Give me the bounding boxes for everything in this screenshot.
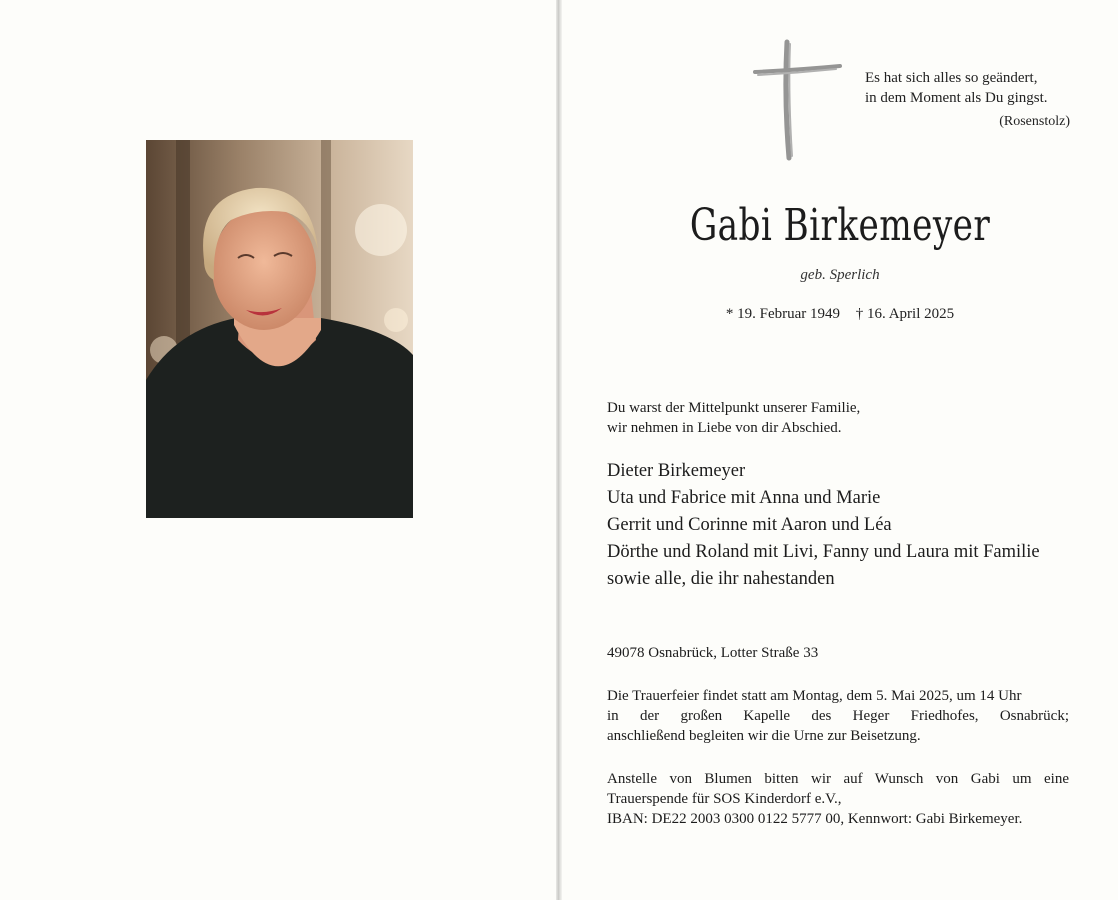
address: 49078 Osnabrück, Lotter Straße 33 [607, 645, 819, 661]
ceremony-line: in der großen Kapelle des Heger Friedhofes, Osnabrück; [607, 708, 1069, 724]
mourner-line: sowie alle, die ihr nahestanden [607, 569, 835, 589]
left-page [0, 0, 557, 900]
cross-icon [752, 38, 844, 164]
deceased-name: Gabi Birkemeyer [689, 200, 991, 251]
donation-line: IBAN: DE22 2003 0300 0122 5777 00, Kennwort: Gabi Birkemeyer. [607, 811, 1023, 827]
donation-line: Anstelle von Blumen bitten wir auf Wunsch von Gabi um eine [607, 771, 1069, 787]
quote-line: in dem Moment als Du gingst. [865, 90, 1048, 106]
right-page [562, 0, 1118, 900]
death-date: † 16. April 2025 [855, 306, 955, 322]
life-dates [562, 306, 1118, 323]
quote [865, 68, 1070, 108]
farewell-text [607, 398, 1077, 438]
ceremony-line: Die Trauerfeier findet statt am Montag, dem 5. Mai 2025, um 14 Uhr [607, 688, 1022, 704]
farewell-line: wir nehmen in Liebe von dir Abschied. [607, 420, 842, 436]
birth-name: geb. Sperlich [800, 267, 880, 283]
farewell-line: Du warst der Mittelpunkt unserer Familie, [607, 400, 861, 416]
quote-source: (Rosenstolz) [999, 114, 1070, 129]
quote-line: Es hat sich alles so geändert, [865, 70, 1038, 86]
ceremony-line: anschließend begleiten wir die Urne zur Beisetzung. [607, 728, 921, 744]
mourner-line: Dieter Birkemeyer [607, 461, 746, 481]
mourner-line: Gerrit und Corinne mit Aaron und Léa [607, 515, 892, 535]
donation-line: Trauerspende für SOS Kinderdorf e.V., [607, 791, 842, 807]
mourners-list [607, 458, 1087, 593]
donation-info [607, 769, 1069, 829]
portrait-photo [146, 140, 413, 518]
ceremony-info [607, 686, 1069, 746]
birth-date: * 19. Februar 1949 [725, 306, 841, 322]
mourner-line: Uta und Fabrice mit Anna und Marie [607, 488, 881, 508]
mourner-line: Dörthe und Roland mit Livi, Fanny und Laura mit Familie [607, 542, 1040, 562]
